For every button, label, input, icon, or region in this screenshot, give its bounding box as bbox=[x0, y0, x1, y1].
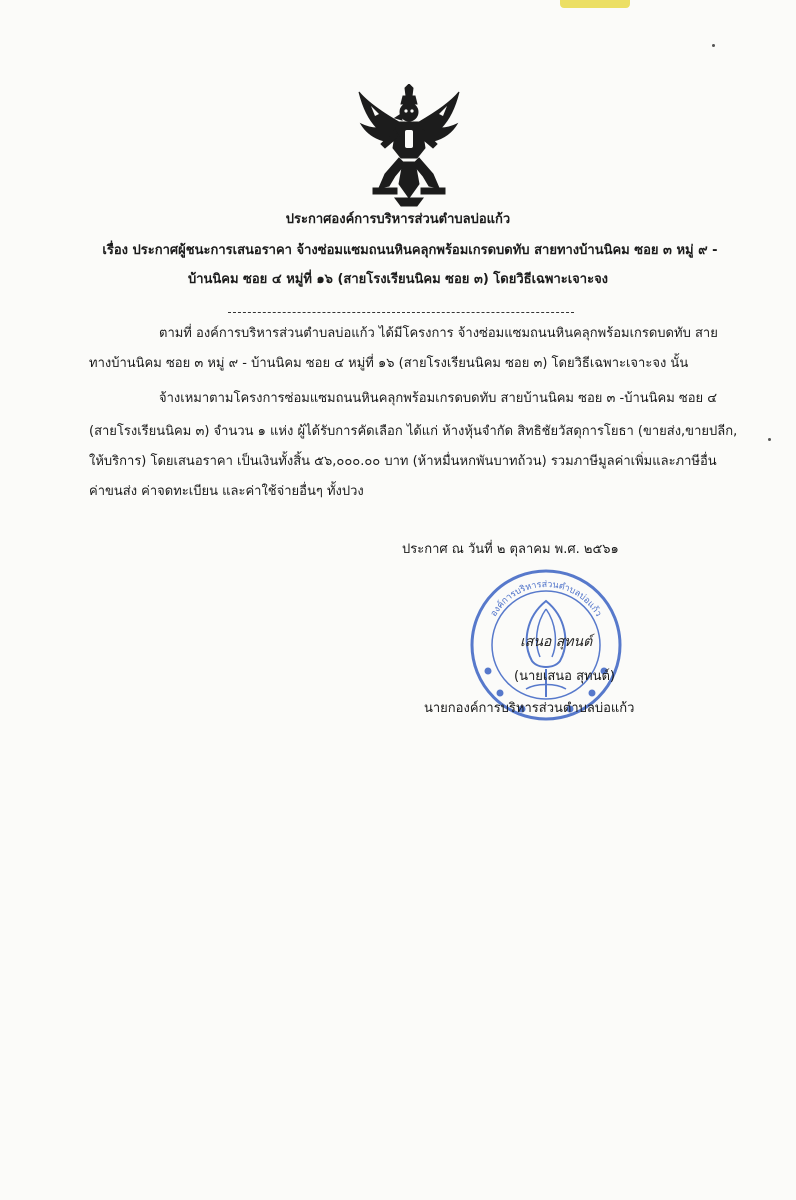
scan-speck bbox=[768, 438, 771, 441]
seal-text: องค์การบริหารส่วนตำบลบ่อแก้ว bbox=[489, 579, 603, 619]
scan-edge-mark bbox=[560, 0, 630, 8]
paragraph-2-line-2: (สายโรงเรียนนิคม ๓) จำนวน ๑ แห่ง ผู้ได้รับการคัดเลือก ได้แก่ ห้างหุ้นจำกัด สิทธิชัยวัสดุการโยธา (ขายส่ง,ขายปลีก, bbox=[89, 424, 738, 439]
signature: เสนอ สุทนต์ bbox=[520, 634, 593, 650]
paragraph-2-line-1: จ้างเหมาตามโครงการซ่อมแซมถนนหินคลุกพร้อมเกรดบดทับ สายบ้านนิคม ซอย ๓ -บ้านนิคม ซอย ๔ bbox=[159, 391, 718, 406]
signer-title: นายกองค์การบริหารส่วนตำบลบ่อแก้ว bbox=[424, 701, 635, 716]
paragraph-1-line-2: ทางบ้านนิคม ซอย ๓ หมู่ ๙ - บ้านนิคม ซอย ๔ หมู่ที่ ๑๖ (สายโรงเรียนนิคม ซอย ๓) โดยวิธีเฉพาะเจาะจง นั้น bbox=[89, 356, 689, 371]
header-divider bbox=[228, 312, 574, 313]
paragraph-2-line-4: ค่าขนส่ง ค่าจดทะเบียน และค่าใช้จ่ายอื่นๆ ทั้งปวง bbox=[89, 484, 364, 499]
scan-speck bbox=[712, 44, 715, 47]
paragraph-1-line-1: ตามที่ องค์การบริหารส่วนตำบลบ่อแก้ว ได้มีโครงการ จ้างซ่อมแซมถนนหินคลุกพร้อมเกรดบดทับ สาย bbox=[159, 326, 718, 341]
garuda-emblem-icon bbox=[355, 84, 463, 208]
subject-line-2: บ้านนิคม ซอย ๔ หมู่ที่ ๑๖ (สายโรงเรียนนิคม ซอย ๓) โดยวิธีเฉพาะเจาะจง bbox=[187, 272, 609, 287]
subject-line-1: เรื่อง ประกาศผู้ชนะการเสนอราคา จ้างซ่อมแซมถนนหินคลุกพร้อมเกรดบดทับ สายทางบ้านนิคม ซอย ๓ หมู่ ๙ - bbox=[102, 243, 718, 258]
document-header: ประกาศองค์การบริหารส่วนตำบลบ่อแก้ว bbox=[285, 212, 511, 227]
announce-date: ประกาศ ณ วันที่ ๒ ตุลาคม พ.ศ. ๒๕๖๑ bbox=[402, 542, 619, 557]
paragraph-2-line-3: ให้บริการ) โดยเสนอราคา เป็นเงินทั้งสิ้น ๕๖,๐๐๐.๐๐ บาท (ห้าหมื่นหกพันบาทถ้วน) รวมภาษีมูลค่าเพิ่มและภาษีอื่น bbox=[89, 454, 717, 469]
svg-text:องค์การบริหารส่วนตำบลบ่อแก้ว bbox=[489, 580, 603, 619]
signer-name: (นายเสนอ สุทนต์) bbox=[514, 669, 615, 684]
